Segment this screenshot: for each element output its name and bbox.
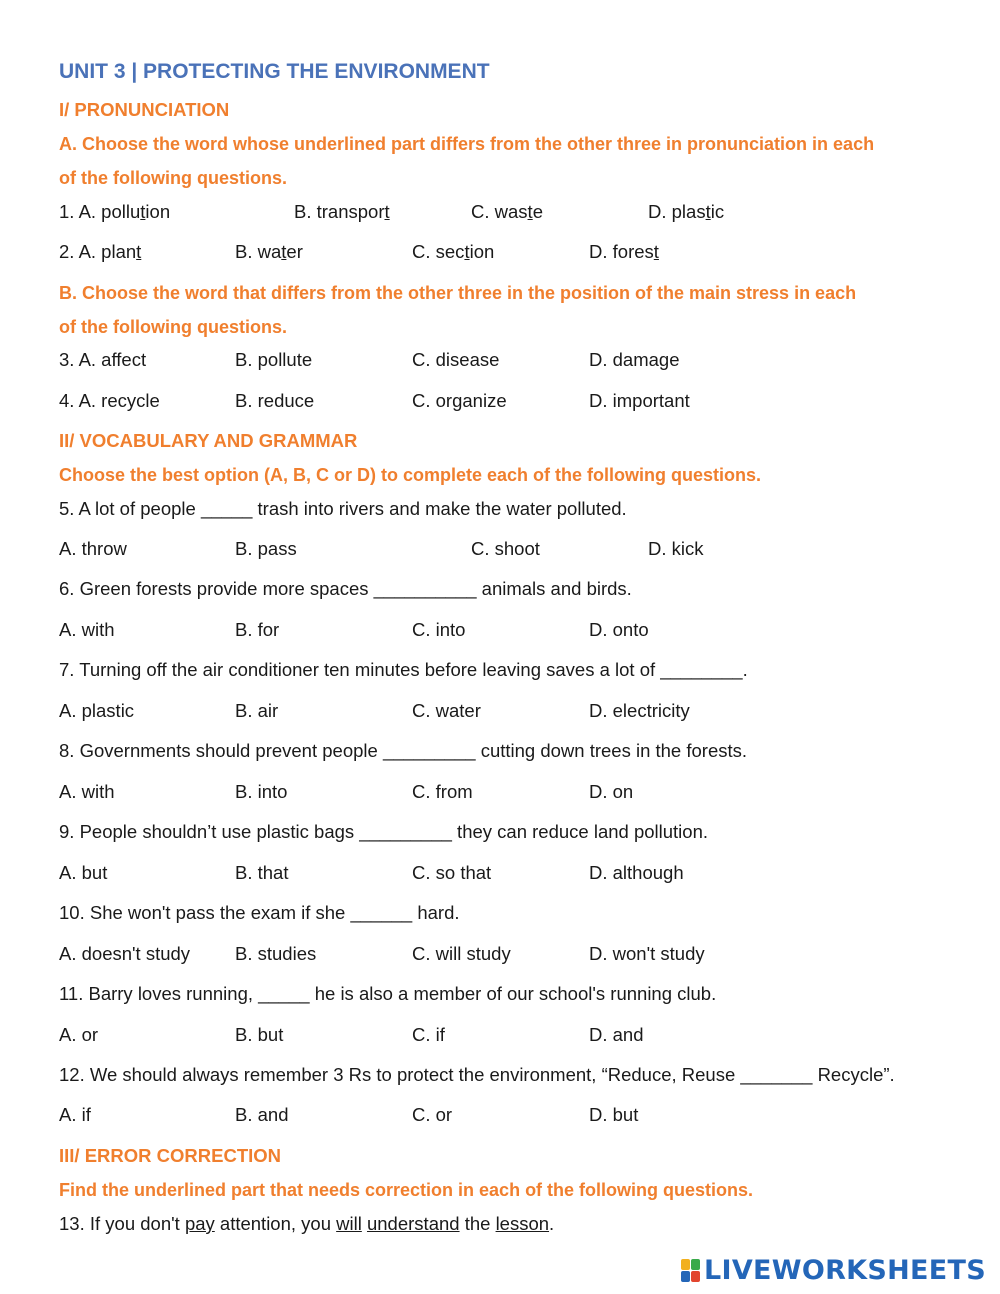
q12-option-b[interactable]: B. and bbox=[235, 1104, 289, 1125]
q6-option-b[interactable]: B. for bbox=[235, 619, 280, 640]
section-vocabulary-heading: II/ VOCABULARY AND GRAMMAR bbox=[59, 430, 358, 451]
q7-option-d[interactable]: D. electricity bbox=[589, 700, 690, 721]
q4-option-a[interactable]: 4. A. recycle bbox=[59, 390, 160, 411]
liveworksheets-logo bbox=[681, 1256, 986, 1284]
part-b-instruction-line2: of the following questions. bbox=[59, 317, 287, 337]
vocab-instruction: Choose the best option (A, B, C or D) to complete each of the following questions. bbox=[59, 465, 762, 485]
logo-text: LIVEWORKSHEETS bbox=[703, 1254, 986, 1286]
part-b-instruction-line1: B. Choose the word that differs from the other three in the position of the main stress in each bbox=[59, 283, 857, 303]
q13-underlined-lesson[interactable]: lesson bbox=[495, 1213, 550, 1234]
section-error-correction-heading: III/ ERROR CORRECTION bbox=[59, 1145, 282, 1166]
q12-option-a[interactable]: A. if bbox=[59, 1104, 91, 1125]
q6-option-c[interactable]: C. into bbox=[412, 619, 466, 640]
q7-option-b[interactable]: B. air bbox=[235, 700, 279, 721]
q3-option-a[interactable]: 3. A. affect bbox=[59, 349, 147, 370]
q9-option-d[interactable]: D. although bbox=[589, 862, 684, 883]
q8-option-a[interactable]: A. with bbox=[59, 781, 115, 802]
q9-option-b[interactable]: B. that bbox=[235, 862, 289, 883]
q8-option-c[interactable]: C. from bbox=[412, 781, 473, 802]
q7-option-c[interactable]: C. water bbox=[412, 700, 481, 721]
section-pronunciation-heading: I/ PRONUNCIATION bbox=[59, 99, 230, 120]
q2-option-c[interactable]: C. section bbox=[412, 241, 495, 262]
q8-option-d[interactable]: D. on bbox=[589, 781, 634, 802]
q11-option-b[interactable]: B. but bbox=[235, 1024, 284, 1045]
q4-option-c[interactable]: C. organize bbox=[412, 390, 507, 411]
question-6-text: 6. Green forests provide more spaces __________ animals and birds. bbox=[59, 578, 632, 599]
q2-option-a[interactable]: 2. A. plant bbox=[59, 241, 142, 262]
q12-option-d[interactable]: D. but bbox=[589, 1104, 639, 1125]
q13-underlined-will[interactable]: will bbox=[336, 1213, 362, 1234]
unit-title: UNIT 3 | PROTECTING THE ENVIRONMENT bbox=[59, 60, 490, 83]
q8-option-b[interactable]: B. into bbox=[235, 781, 288, 802]
q5-option-c[interactable]: C. shoot bbox=[471, 538, 540, 559]
q3-option-b[interactable]: B. pollute bbox=[235, 349, 313, 370]
logo-mark-icon bbox=[681, 1259, 700, 1282]
q1-option-b[interactable]: B. transport bbox=[294, 201, 390, 222]
q3-option-c[interactable]: C. disease bbox=[412, 349, 500, 370]
q5-option-b[interactable]: B. pass bbox=[235, 538, 297, 559]
q11-option-d[interactable]: D. and bbox=[589, 1024, 644, 1045]
q5-option-a[interactable]: A. throw bbox=[59, 538, 127, 559]
question-12-text: 12. We should always remember 3 Rs to protect the environment, “Reduce, Reuse _______ Recycle”. bbox=[59, 1064, 895, 1085]
q11-option-c[interactable]: C. if bbox=[412, 1024, 445, 1045]
q10-option-c[interactable]: C. will study bbox=[412, 943, 511, 964]
q7-option-a[interactable]: A. plastic bbox=[59, 700, 135, 721]
question-11-text: 11. Barry loves running, _____ he is also a member of our school's running club. bbox=[59, 983, 717, 1004]
q9-option-c[interactable]: C. so that bbox=[412, 862, 492, 883]
q10-option-a[interactable]: A. doesn't study bbox=[59, 943, 191, 964]
q10-option-b[interactable]: B. studies bbox=[235, 943, 317, 964]
question-8-text: 8. Governments should prevent people _________ cutting down trees in the forests. bbox=[59, 740, 748, 761]
question-7-text: 7. Turning off the air conditioner ten minutes before leaving saves a lot of ________. bbox=[59, 659, 748, 680]
q9-option-a[interactable]: A. but bbox=[59, 862, 108, 883]
q2-option-d[interactable]: D. forest bbox=[589, 241, 659, 262]
part-a-instruction-line1: A. Choose the word whose underlined part differs from the other three in pronunciation in each bbox=[59, 134, 875, 154]
q6-option-a[interactable]: A. with bbox=[59, 619, 115, 640]
q1-option-d[interactable]: D. plastic bbox=[648, 201, 725, 222]
question-5-text: 5. A lot of people _____ trash into rivers and make the water polluted. bbox=[59, 498, 627, 519]
error-instruction: Find the underlined part that needs correction in each of the following questions. bbox=[59, 1180, 754, 1200]
question-13: 13. If you don't pay attention, you will understand the lesson. bbox=[59, 1213, 555, 1234]
question-10-text: 10. She won't pass the exam if she ______ hard. bbox=[59, 902, 460, 923]
q10-option-d[interactable]: D. won't study bbox=[589, 943, 705, 964]
q4-option-b[interactable]: B. reduce bbox=[235, 390, 315, 411]
q1-option-a[interactable]: 1. A. pollution bbox=[59, 201, 171, 222]
question-9-text: 9. People shouldn’t use plastic bags _________ they can reduce land pollution. bbox=[59, 821, 708, 842]
q3-option-d[interactable]: D. damage bbox=[589, 349, 680, 370]
q13-underlined-pay[interactable]: pay bbox=[184, 1213, 215, 1234]
part-a-instruction-line2: of the following questions. bbox=[59, 168, 287, 188]
q4-option-d[interactable]: D. important bbox=[589, 390, 690, 411]
q2-option-b[interactable]: B. water bbox=[235, 241, 303, 262]
q13-underlined-understand[interactable]: understand bbox=[366, 1213, 460, 1234]
q11-option-a[interactable]: A. or bbox=[59, 1024, 99, 1045]
q1-option-c[interactable]: C. waste bbox=[471, 201, 543, 222]
q12-option-c[interactable]: C. or bbox=[412, 1104, 453, 1125]
q6-option-d[interactable]: D. onto bbox=[589, 619, 649, 640]
q5-option-d[interactable]: D. kick bbox=[648, 538, 704, 559]
